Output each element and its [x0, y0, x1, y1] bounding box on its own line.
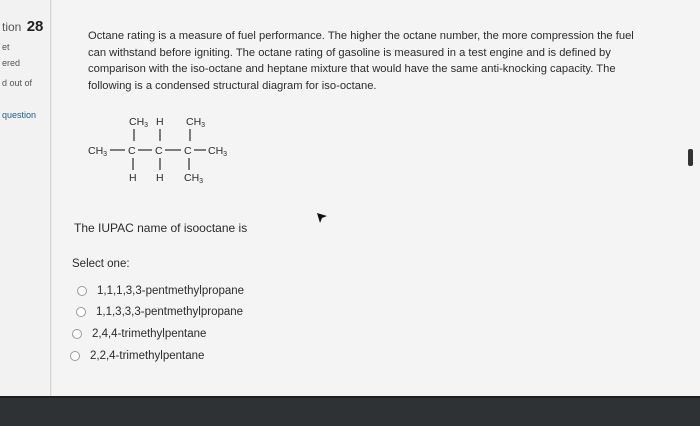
status-line-2: ered	[2, 58, 21, 68]
isooctane-structure-diagram	[88, 105, 288, 190]
struct-top-right: CH3	[186, 116, 206, 129]
question-info-sidebar	[0, 0, 51, 396]
struct-left-group: CH3	[88, 145, 108, 158]
scrollbar-thumb[interactable]	[688, 149, 693, 166]
select-one-label: Select one:	[72, 258, 130, 270]
struct-bottom-right: CH3	[184, 172, 204, 185]
answer-option-4[interactable]	[70, 350, 204, 362]
radio-button[interactable]	[76, 307, 86, 317]
radio-button[interactable]	[77, 286, 87, 296]
answer-option-label: 1,1,1,3,3-pentmethylpropane	[97, 285, 245, 297]
radio-button[interactable]	[72, 329, 82, 339]
question-prompt: The IUPAC name of isooctane is	[74, 221, 248, 235]
question-number-label	[2, 18, 43, 35]
marks-text: d out of	[2, 78, 33, 88]
mouse-cursor-icon	[316, 212, 328, 224]
answer-option-3[interactable]	[72, 328, 206, 340]
answer-option-label: 2,2,4-trimethylpentane	[90, 350, 205, 362]
radio-button[interactable]	[70, 351, 80, 361]
struct-right-group: CH3	[208, 145, 228, 158]
struct-top-h: H	[156, 116, 164, 128]
status-line-1: et	[2, 42, 10, 52]
screen-bottom-bezel	[0, 396, 700, 426]
answer-option-2[interactable]	[76, 306, 243, 318]
struct-c3: C	[184, 145, 192, 157]
struct-c1: C	[128, 145, 136, 157]
question-intro-text: Octane rating is a measure of fuel performance. The higher the octane number, the more compression the fuel can withstand before igniting. The octane rating of gasoline is measured in a test engine and is defined by comparison with the iso-octane and heptane mixture that would have the same anti-knocking capacity. The following is a condensed structural diagram for iso-octane.	[88, 30, 634, 92]
answer-option-label: 2,4,4-trimethylpentane	[92, 328, 207, 340]
struct-bottom-h1: H	[129, 172, 137, 184]
answer-option-label: 1,1,3,3,3-pentmethylpropane	[96, 306, 244, 318]
answer-option-1[interactable]	[77, 285, 244, 297]
question-content	[52, 0, 700, 396]
question-number: 28	[26, 18, 44, 35]
struct-bottom-h2: H	[156, 172, 164, 184]
struct-top-left: CH3	[129, 116, 149, 129]
question-prefix: tion	[2, 20, 22, 34]
flag-question-link[interactable]: question	[2, 110, 37, 120]
struct-c2: C	[155, 145, 163, 157]
